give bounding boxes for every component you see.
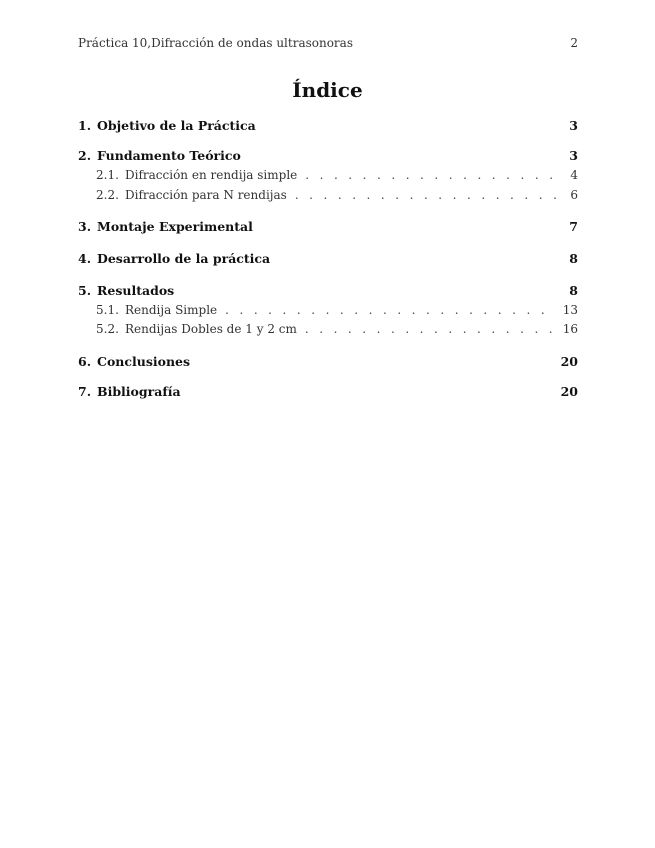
running-title: Práctica 10,Difracción de ondas ultrasonoras xyxy=(78,36,353,50)
toc-entry-number: 4. xyxy=(78,251,92,266)
running-header xyxy=(78,36,578,52)
toc-subentry-rendija-simple-resultados[interactable] xyxy=(78,303,578,317)
toc-entry-title: Difracción para N rendijas xyxy=(125,188,287,202)
toc-entry-number: 3. xyxy=(78,219,92,234)
toc-entry-number: 5. xyxy=(78,283,92,298)
toc-entry-fundamento[interactable] xyxy=(78,148,578,163)
toc-entry-resultados[interactable] xyxy=(78,283,578,298)
toc-entry-number: 2.1. xyxy=(96,168,119,182)
toc-entry-conclusiones[interactable] xyxy=(78,354,578,369)
toc-entry-title: Difracción en rendija simple xyxy=(125,168,298,182)
toc-heading: Índice xyxy=(292,78,363,102)
dot-leader xyxy=(225,303,555,317)
toc-entry-montaje[interactable] xyxy=(78,219,578,234)
toc-entry-page: 3 xyxy=(569,118,578,133)
toc-entry-title: Resultados xyxy=(97,283,175,298)
dot-leader xyxy=(295,188,556,202)
toc-entry-number: 7. xyxy=(78,384,92,399)
toc-entry-page: 4 xyxy=(570,168,578,182)
toc-entry-page: 20 xyxy=(560,384,578,399)
toc-entry-page: 3 xyxy=(569,148,578,163)
page-number: 2 xyxy=(570,36,578,50)
toc-subentry-n-rendijas[interactable] xyxy=(78,188,578,202)
toc-subentry-rendijas-dobles[interactable] xyxy=(78,322,578,336)
toc-entry-title: Rendija Simple xyxy=(125,303,218,317)
toc-entry-title: Bibliografía xyxy=(97,384,181,399)
toc-entry-page: 13 xyxy=(562,303,578,317)
toc-entry-title: Rendijas Dobles de 1 y 2 cm xyxy=(125,322,297,336)
toc-entry-title: Montaje Experimental xyxy=(97,219,253,234)
dot-leader xyxy=(305,322,555,336)
toc-entry-title: Objetivo de la Práctica xyxy=(97,118,256,133)
toc-entry-page: 6 xyxy=(570,188,578,202)
dot-leader xyxy=(305,168,556,182)
toc-entry-page: 8 xyxy=(569,283,578,298)
toc-entry-number: 1. xyxy=(78,118,92,133)
toc-entry-title: Desarrollo de la práctica xyxy=(97,251,271,266)
toc-entry-title: Fundamento Teórico xyxy=(97,148,241,163)
toc-entry-bibliografia[interactable] xyxy=(78,384,578,399)
toc-entry-page: 16 xyxy=(562,322,578,336)
toc-entry-page: 8 xyxy=(569,251,578,266)
toc-entry-objetivo[interactable] xyxy=(78,118,578,133)
toc-entry-desarrollo[interactable] xyxy=(78,251,578,266)
toc-entry-page: 7 xyxy=(569,219,578,234)
toc-entry-number: 5.1. xyxy=(96,303,119,317)
toc-subentry-rendija-simple[interactable] xyxy=(78,168,578,182)
toc-entry-page: 20 xyxy=(560,354,578,369)
toc-entry-number: 5.2. xyxy=(96,322,119,336)
toc-entry-number: 2. xyxy=(78,148,92,163)
toc-entry-title: Conclusiones xyxy=(97,354,191,369)
toc-entry-number: 2.2. xyxy=(96,188,119,202)
toc-entry-number: 6. xyxy=(78,354,92,369)
